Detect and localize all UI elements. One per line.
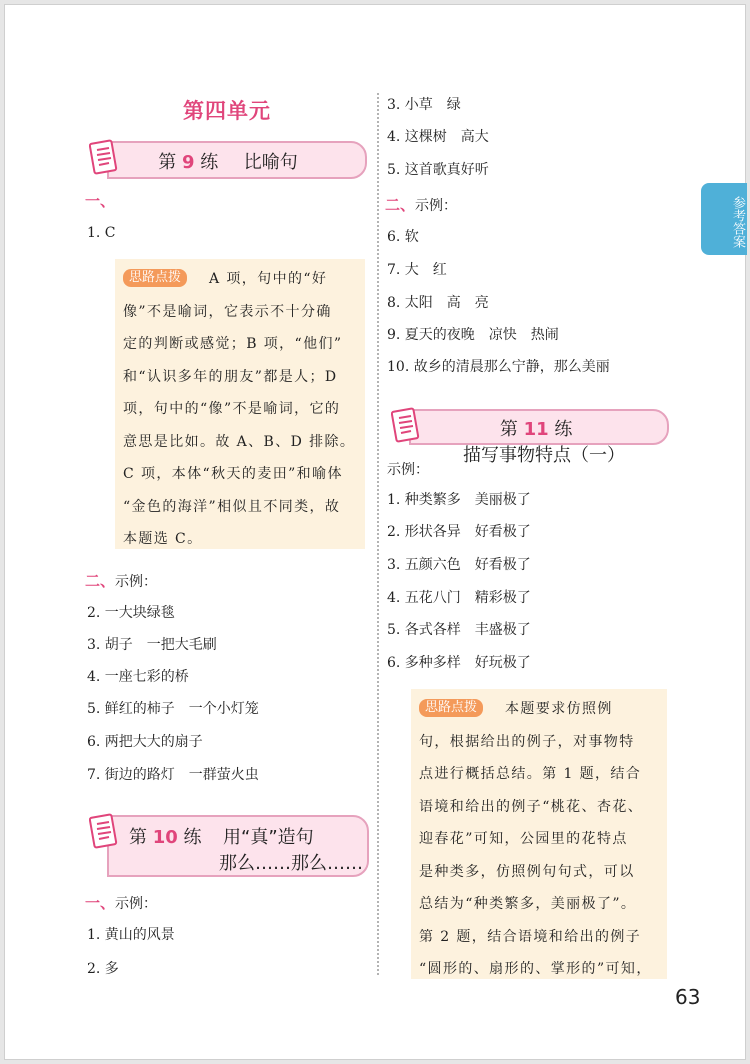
answer-line: 1. 黄山的风景 [87, 927, 175, 943]
answer-line: 3. 胡子 一把大毛刷 [87, 637, 217, 653]
answer-line: 9. 夏天的夜晚 凉快 热闹 [387, 327, 559, 343]
answer-line: 6. 多种多样 好玩极了 [387, 655, 531, 671]
answer-line: 4. 这棵树 高大 [387, 129, 489, 145]
tip-line: 是种类多，仿照例句句式，可以 [419, 863, 635, 880]
ex-title: 描写事物特点（一） [463, 445, 625, 466]
tip-badge: 思路点拨 [419, 699, 483, 717]
tip-line: 本题选 C。 [123, 531, 203, 547]
tip-line: 和“认识多年的朋友”都是人；D [123, 368, 338, 385]
page-number: 63 [675, 985, 701, 1009]
example-label: 示例： [387, 462, 429, 478]
answer-key-tab[interactable]: 参考答案 [701, 183, 747, 255]
tip-line: 总结为“种类繁多，美丽极了”。 [419, 896, 637, 912]
banner-title [129, 823, 369, 849]
answer-line: 8. 太阳 高 亮 [387, 295, 489, 311]
exercise-11-banner [391, 409, 669, 466]
tip-line: 句，根据给出的例子，对事物特 [419, 733, 635, 750]
answer-line: 5. 各式各样 丰盛极了 [387, 622, 531, 638]
notepad-icon [89, 813, 119, 851]
answer-line: 5. 这首歌真好听 [387, 162, 489, 178]
tip-line: 迎春花”可知，公园里的花特点 [419, 831, 628, 847]
answer-line: 4. 一座七彩的桥 [87, 669, 189, 685]
answer-page [4, 4, 746, 1060]
tip-line: 项，句中的“像”不是喻词，它的 [123, 401, 341, 417]
section-2-heading: 二、示例： [85, 572, 158, 590]
ex-suffix: 练 [200, 152, 219, 173]
tip-line: “金色的海洋”相似且不同类，故 [123, 498, 341, 515]
banner-subtitle: 那么……那么…… [219, 853, 363, 874]
ex-suffix: 练 [183, 827, 202, 848]
ex-prefix: 第 [129, 827, 147, 848]
tip-line: 点进行概括总结。第 1 题，结合 [419, 766, 642, 782]
tip-line: 思路点拨 A 项，句中的“好 [123, 263, 357, 296]
ex-number: 10 [152, 827, 178, 848]
answer-line: 2. 多 [87, 961, 119, 977]
section-1-heading: 一、 [85, 192, 116, 210]
answer-line: 7. 街边的路灯 一群萤火虫 [87, 767, 259, 783]
answer-line: 3. 五颜六色 好看极了 [387, 557, 531, 573]
tip-line: 像”不是喻词，它表示不十分确 [123, 303, 332, 320]
unit-title: 第四单元 [183, 99, 271, 123]
column-divider [377, 93, 379, 975]
banner-title [419, 415, 669, 467]
tip-line: 第 2 题，结合语境和给出的例子 [419, 928, 642, 945]
ex-suffix: 练 [554, 419, 573, 440]
answer-line: 7. 大 红 [387, 262, 447, 278]
ex-prefix: 第 [158, 152, 177, 173]
exercise-9-banner [89, 141, 367, 179]
answer-line: 3. 小草 绿 [387, 97, 461, 113]
ex-title: 用“真”造句 [223, 827, 314, 848]
ex-number: 9 [182, 152, 195, 173]
notepad-icon [391, 407, 421, 445]
answer-line: 2. 形状各异 好看极了 [387, 524, 531, 540]
tip-line: 定的判断或感觉；B 项，“他们” [123, 336, 343, 352]
tip-box [115, 259, 365, 549]
tip-line: 意思是比如。故 A、B、D 排除。 [123, 433, 356, 450]
answer-line: 4. 五花八门 精彩极了 [387, 590, 531, 606]
section-1-heading: 一、示例： [85, 894, 158, 912]
ex-prefix: 第 [499, 419, 518, 440]
answer-line: 1. C [87, 225, 116, 241]
tip-badge: 思路点拨 [123, 269, 187, 287]
tip-line: C 项，本体“秋天的麦田”和喻体 [123, 466, 343, 482]
tip-line: “圆形的、扇形的、掌形的”可知， [419, 961, 652, 977]
answer-line: 5. 鲜红的柿子 一个小灯笼 [87, 701, 259, 717]
ex-number: 11 [523, 419, 549, 440]
answer-line: 2. 一大块绿毯 [87, 605, 175, 621]
exercise-10-banner [89, 815, 369, 877]
tip-line: 语境和给出的例子“桃花、杏花、 [419, 798, 644, 815]
section-2-heading: 二、示例： [385, 196, 458, 214]
answer-line: 10. 故乡的清晨那么宁静，那么美丽 [387, 359, 610, 375]
answer-line: 6. 两把大大的扇子 [87, 734, 203, 750]
tip-box [411, 689, 667, 979]
answer-line: 6. 软 [387, 229, 419, 245]
answer-line: 1. 种类繁多 美丽极了 [387, 492, 531, 508]
tip-line: 思路点拨 本题要求仿照例 [419, 693, 659, 726]
ex-title: 比喻句 [243, 152, 298, 173]
banner-title [89, 148, 367, 174]
